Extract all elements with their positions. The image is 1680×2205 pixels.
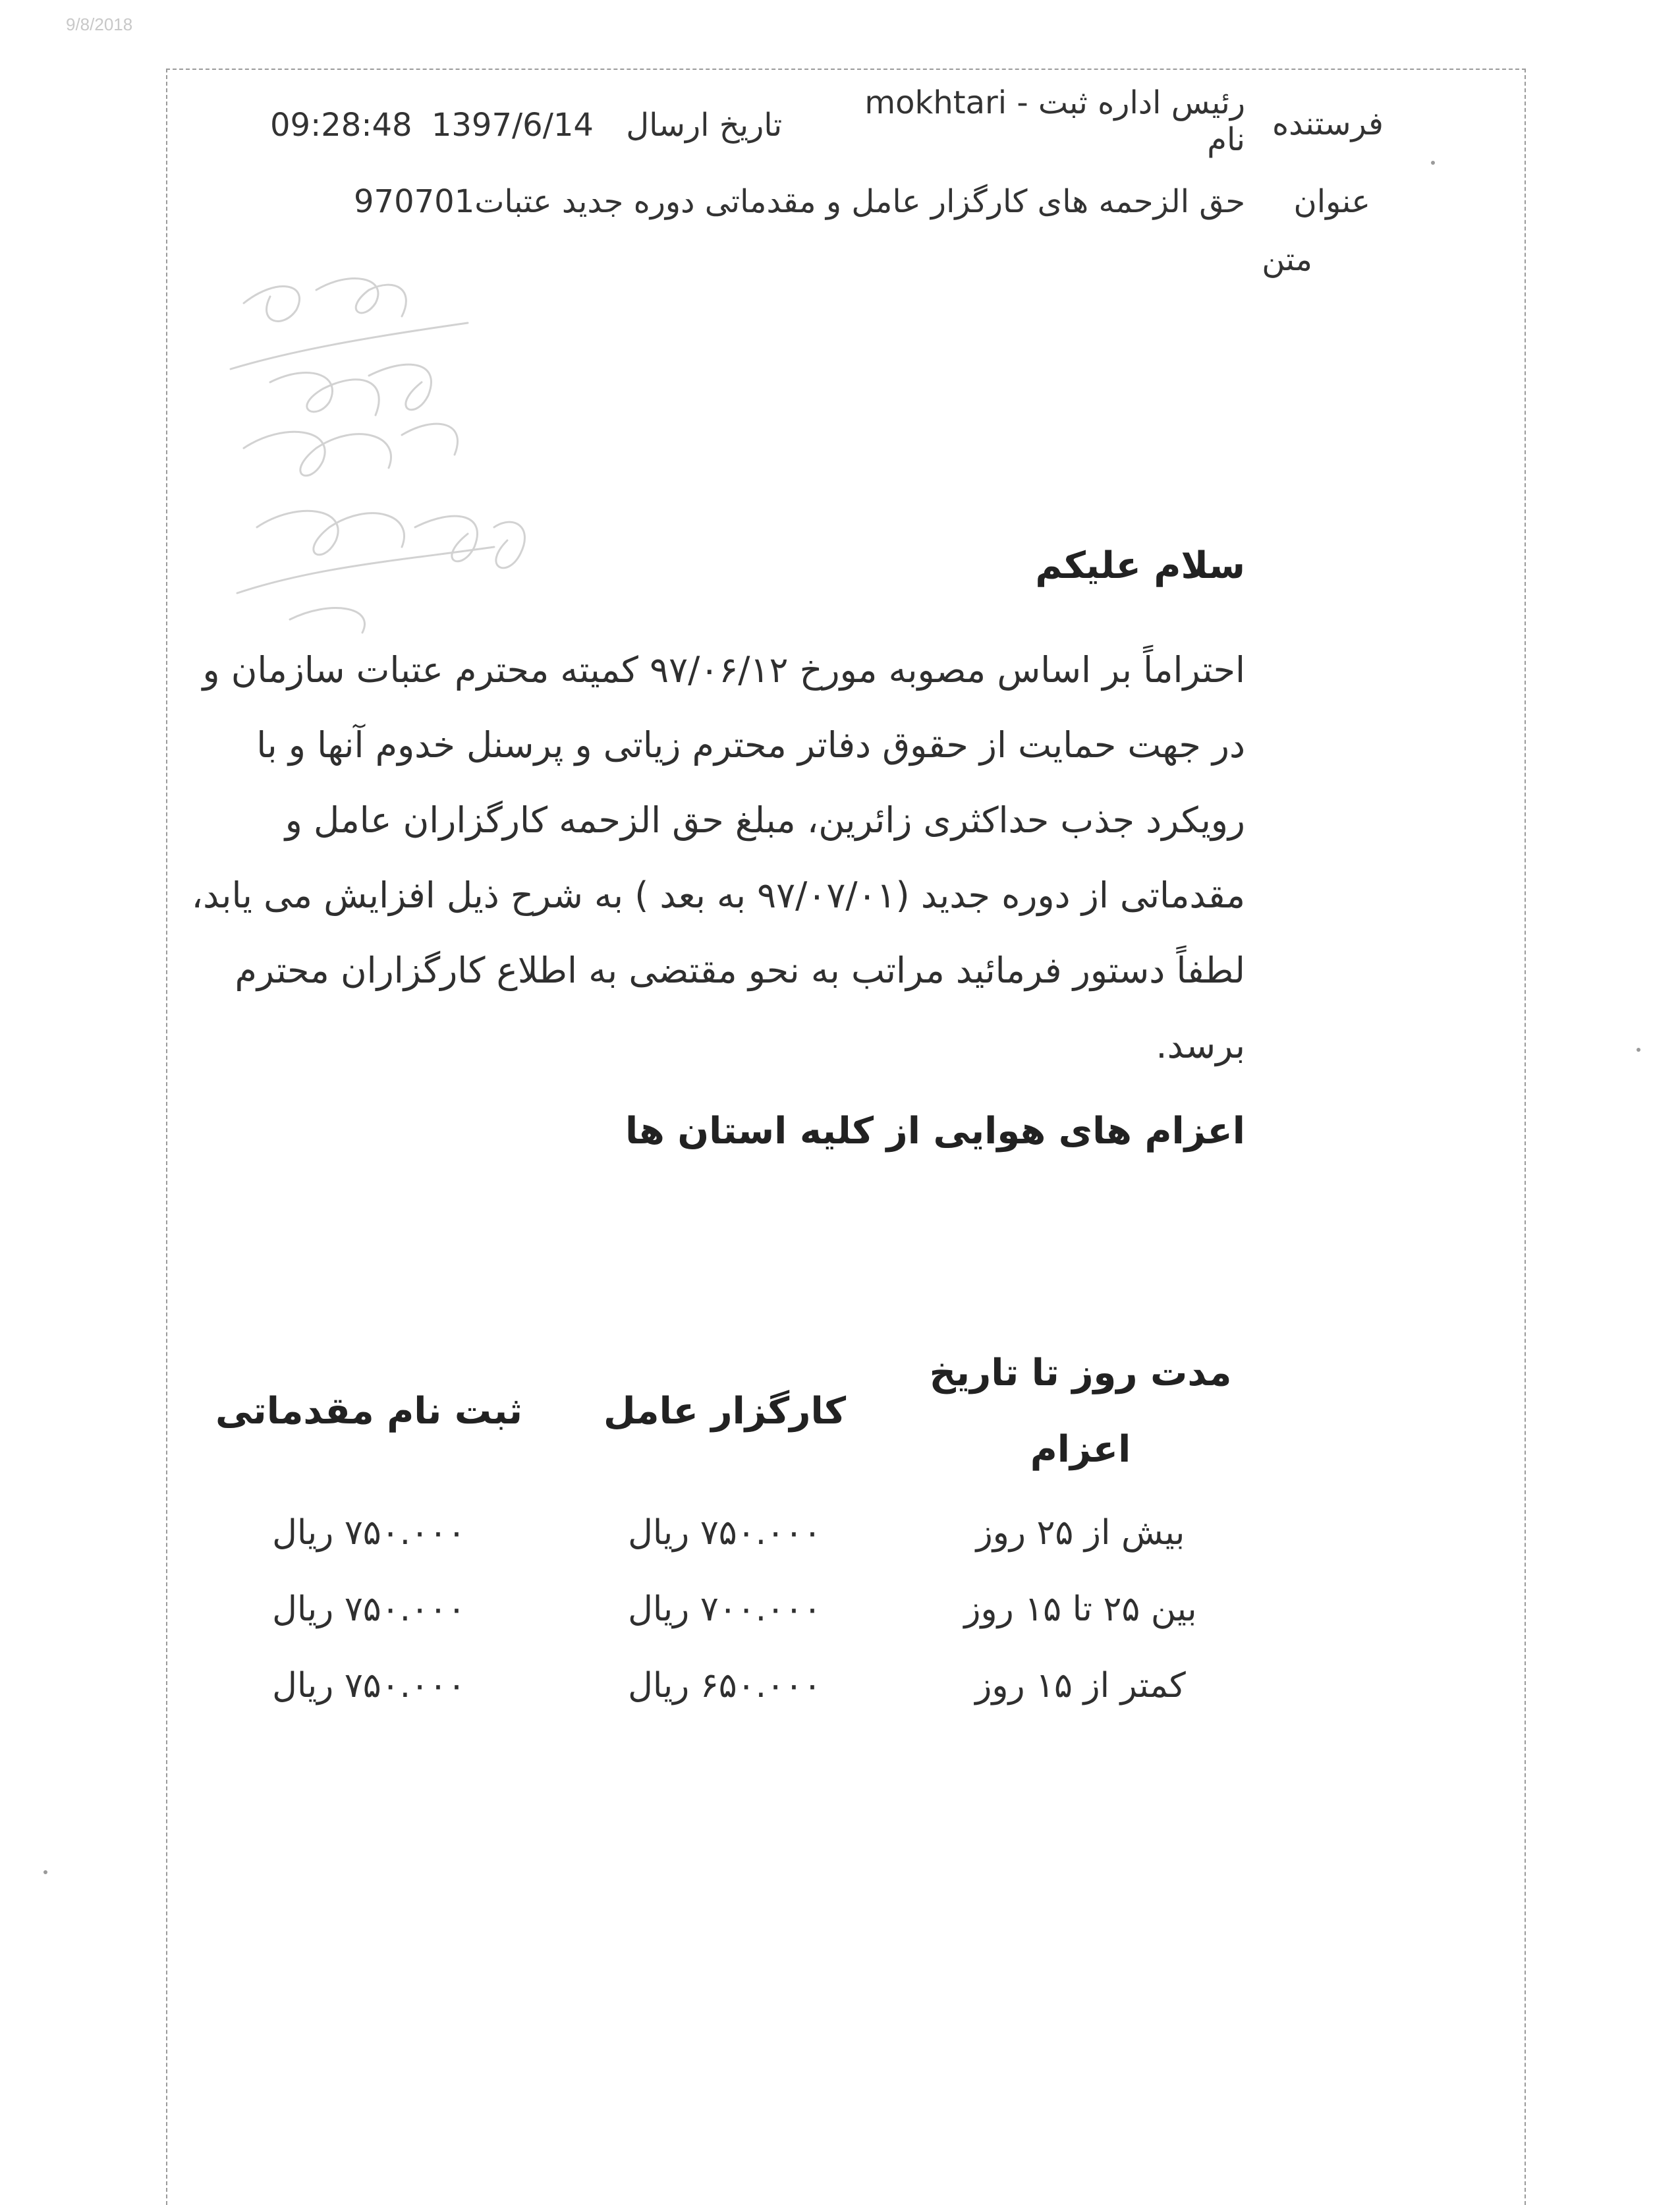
column-header-preliminary: ثبت نام مقدماتی	[215, 1390, 522, 1433]
scan-speck	[1431, 161, 1435, 165]
send-time-value: 09:28:48	[270, 107, 412, 144]
subject-value: حق الزحمه های کارگزار عامل و مقدماتی دوره جدید عتبات970701	[354, 183, 1245, 220]
table-cell-preliminary: ۷۵۰.۰۰۰ ریال	[272, 1513, 466, 1553]
sender-value-text: mokhtari - رئیس اداره ثبت	[864, 84, 1245, 121]
scan-speck	[1637, 1048, 1640, 1052]
table-cell-duration: بین ۲۵ تا ۱۵ روز	[964, 1589, 1197, 1629]
table-cell-agent: ۷۵۰.۰۰۰ ریال	[628, 1513, 822, 1553]
handwritten-signature	[217, 250, 586, 646]
scan-speck	[43, 1870, 47, 1874]
sender-value	[864, 84, 1245, 121]
table-cell-agent: ۷۰۰.۰۰۰ ریال	[628, 1589, 822, 1629]
table-cell-preliminary: ۷۵۰.۰۰۰ ریال	[272, 1589, 466, 1629]
print-date: 9/8/2018	[66, 14, 133, 34]
sender-name-label: نام	[1207, 121, 1245, 158]
letter-paragraph: احتراماً بر اساس مصوبه مورخ ۹۷/۰۶/۱۲ کمیته محترم عتبات سازمان و در جهت حمایت از حقوق دفاتر محترم زیاتی و پرسنل خدوم آنها و با رویکرد جذب حداکثری زائرین، مبلغ حق الزحمه کارگزاران عامل و مقدماتی از دوره جدید (۹۷/۰۷/۰۱ به بعد ) به شرح ذیل افزایش می یابد، لطفاً دستور فرمائید مراتب به نحو مقتضی به اطلاع کارگزاران محترم برسد.	[191, 649, 1245, 1066]
table-cell-duration: کمتر از ۱۵ روز	[975, 1666, 1186, 1705]
section-heading: اعزام های هوایی از کلیه استان ها	[625, 1110, 1245, 1153]
table-cell-duration: بیش از ۲۵ روز	[976, 1513, 1185, 1553]
table-cell-preliminary: ۷۵۰.۰۰۰ ریال	[272, 1666, 466, 1705]
sender-label: فرستنده	[1272, 105, 1384, 142]
subject-label: عنوان	[1293, 183, 1370, 220]
table-cell-agent: ۶۵۰.۰۰۰ ریال	[628, 1666, 822, 1705]
send-date-value: 1397/6/14	[431, 107, 594, 144]
greeting: سلام علیکم	[1035, 544, 1245, 587]
send-date-label: تاریخ ارسال	[626, 107, 783, 144]
text-label: متن	[1262, 241, 1312, 278]
column-header-agent: کارگزار عامل	[603, 1390, 847, 1433]
column-header-duration: مدت روز تا تاریخ اعزام	[929, 1352, 1232, 1471]
send-date	[270, 107, 782, 144]
